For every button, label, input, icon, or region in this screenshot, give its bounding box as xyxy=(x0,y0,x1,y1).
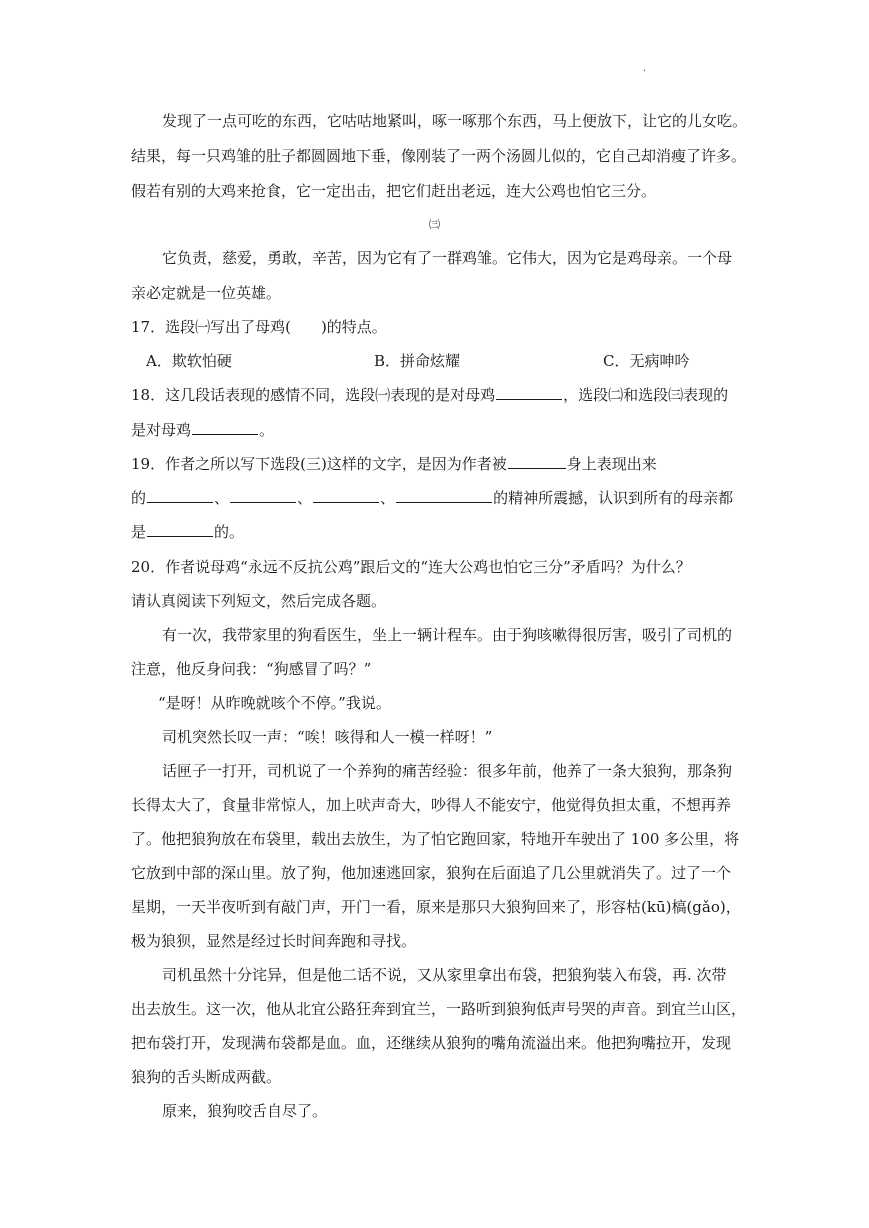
text-line: 亲必定就是一位英雄。 xyxy=(131,284,282,302)
answer-blank[interactable] xyxy=(396,488,492,503)
passage2-para3: 司机突然长叹一声：“唉！咳得和人一模一样呀！” xyxy=(162,728,493,746)
q19-text: 身上表现出来 xyxy=(566,455,657,473)
q19-text: 的 xyxy=(131,489,147,507)
text-line: 有一次，我带家里的狗看医生，坐上一辆计程车。由于狗咳嗽得很厉害，吸引了司机的 xyxy=(162,626,733,644)
text-line: 星期，一天半夜听到有敲门声，开门一看，原来是那只大狼狗回来了，形容枯(kū)槁(gǎo)， xyxy=(131,898,741,916)
text-line: 极为狼狈，显然是经过长时间奔跑和寻找。 xyxy=(131,932,417,950)
option-a[interactable]: A．欺软怕硬 xyxy=(146,352,232,370)
answer-blank[interactable] xyxy=(508,454,566,469)
q19-text: 的精神所震撼，认识到所有的母亲都 xyxy=(493,489,734,507)
separator: 、 xyxy=(297,489,313,507)
reading-instruction: 请认真阅读下列短文，然后完成各题。 xyxy=(131,592,387,610)
q19-text: 19．作者之所以写下选段(三)这样的文字，是因为作者被 xyxy=(131,455,507,473)
separator: 、 xyxy=(214,489,230,507)
text-line: 了。他把狼狗放在布袋里，载出去放生，为了怕它跑回家，特地开车驶出了 100 多公里，将 xyxy=(131,830,740,848)
text-line: 司机虽然十分诧异，但是他二话不说，又从家里拿出布袋，把狼狗装入布袋，再. 次带 xyxy=(162,966,727,984)
option-c[interactable]: C．无病呻吟 xyxy=(603,352,690,370)
separator: 、 xyxy=(380,489,396,507)
text-line: 出去放生。这一次，他从北宜公路狂奔到宜兰，一路听到狼狗低声号哭的声音。到宜兰山区， xyxy=(131,1000,747,1018)
option-b[interactable]: B．拼命炫耀 xyxy=(374,352,461,370)
q19-text: 的。 xyxy=(214,523,245,541)
question-19-line1 xyxy=(131,454,657,474)
text-line: 长得太大了，食量非常惊人，加上吠声奇大，吵得人不能安宁，他觉得负担太重，不想再养 xyxy=(131,796,732,814)
question-20: 20．作者说母鸡“永远不反抗公鸡”跟后文的“连大公鸡也怕它三分”矛盾吗？为什么？ xyxy=(131,558,691,576)
passage2-para6: 原来，狼狗咬舌自尽了。 xyxy=(162,1102,328,1120)
text-line: 发现了一点可吃的东西，它咕咕地紧叫，啄一啄那个东西，马上便放下，让它的儿女吃。 xyxy=(162,112,748,130)
text-line: 结果，每一只鸡雏的肚子都圆圆地下垂，像刚装了一两个汤圆儿似的，它自己却消瘦了许多。 xyxy=(131,147,747,165)
page-dot: . xyxy=(643,63,647,74)
answer-blank[interactable] xyxy=(496,385,562,400)
q18-text: 是对母鸡 xyxy=(131,421,192,439)
q18-text: ，选段㈡和选段㈢表现的 xyxy=(563,386,729,404)
question-19-line2 xyxy=(131,488,733,508)
text-line: 把布袋打开，发现满布袋都是血。血，还继续从狼狗的嘴角流溢出来。他把狗嘴拉开，发现 xyxy=(131,1034,732,1052)
question-17: 17．选段㈠写出了母鸡( )的特点。 xyxy=(131,318,387,336)
section-marker: ㈢ xyxy=(429,218,440,231)
answer-blank[interactable] xyxy=(147,488,213,503)
answer-blank[interactable] xyxy=(313,488,379,503)
answer-blank[interactable] xyxy=(192,420,258,435)
q18-text: 。 xyxy=(259,421,275,439)
question-19-line3 xyxy=(131,522,244,542)
q19-text: 是 xyxy=(131,523,147,541)
text-line: 它负责，慈爱，勇敢，辛苦，因为它有了一群鸡雏。它伟大，因为它是鸡母亲。一个母 xyxy=(162,249,733,267)
answer-blank[interactable] xyxy=(147,522,213,537)
text-line: 注意，他反身问我：“狗感冒了吗？” xyxy=(131,660,372,678)
question-18-line1 xyxy=(131,385,728,405)
text-line: 它放到中部的深山里。放了狗，他加速逃回家，狼狗在后面追了几公里就消失了。过了一个 xyxy=(131,864,732,882)
answer-blank[interactable] xyxy=(230,488,296,503)
text-line: 话匣子一打开，司机说了一个养狗的痛苦经验：很多年前，他养了一条大狼狗，那条狗 xyxy=(162,762,733,780)
text-line: 假若有别的大鸡来抢食，它一定出击，把它们赶出老远，连大公鸡也怕它三分。 xyxy=(131,182,657,200)
text-line: 狼狗的舌头断成两截。 xyxy=(131,1068,282,1086)
passage2-para2: “是呀！从昨晚就咳个不停。”我说。 xyxy=(158,694,391,712)
question-18-line2 xyxy=(131,420,274,440)
q18-text: 18．这几段话表现的感情不同，选段㈠表现的是对母鸡 xyxy=(131,386,496,404)
